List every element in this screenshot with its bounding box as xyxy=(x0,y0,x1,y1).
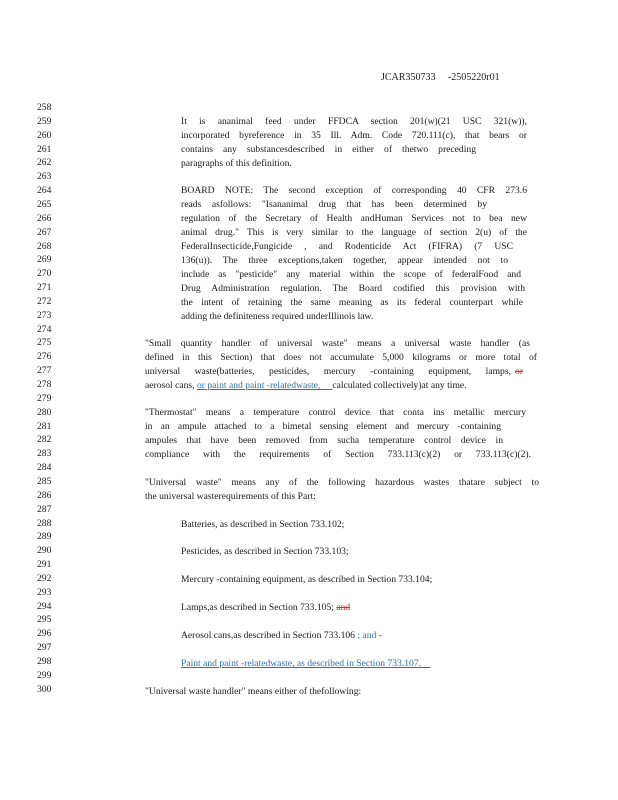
line-number: 276 xyxy=(37,351,52,363)
line-number: 260 xyxy=(37,129,52,141)
inserted-text: or paint and paint -relatedwaste, xyxy=(196,380,321,391)
line-number: 289 xyxy=(37,531,52,543)
text-line: It is ananimal feed under FFDCA section 201(w)(21 USC 321(w)), xyxy=(181,116,527,127)
text-line: animal drug." This is very similar to the language of section 2(u) of the xyxy=(181,227,527,238)
text-line: 136(u)). The three exceptions,taken together, appear intended not to xyxy=(181,255,508,266)
line-number: 296 xyxy=(37,628,52,640)
line-number: 268 xyxy=(37,240,52,252)
inserted-underline-gap xyxy=(320,380,332,391)
document-header: JCAR350733 -2505220r01 xyxy=(381,72,500,83)
line-number: 292 xyxy=(37,572,52,584)
text-line: include as "pesticide" any material within the scope of federalFood and xyxy=(181,269,521,280)
line-number: 261 xyxy=(37,143,52,155)
deleted-text: or xyxy=(515,366,523,377)
list-item xyxy=(181,603,350,613)
line-number: 284 xyxy=(37,462,52,474)
text-line xyxy=(145,381,467,391)
line-number: 274 xyxy=(37,323,52,335)
list-item: Pesticides, as described in Section 733.103; xyxy=(181,546,349,557)
text-line: ampules that have been removed from sucha temperature control device in xyxy=(145,435,503,446)
line-number: 297 xyxy=(37,642,52,654)
line-number: 277 xyxy=(37,365,52,377)
text-line: adding the definiteness required underIllinois law. xyxy=(181,311,374,322)
text-line: FederalInsecticide,Fungicide , and Rodenticide Act (FIFRA) (7 USC xyxy=(181,241,513,252)
line-number: 266 xyxy=(37,212,52,224)
line-number: 258 xyxy=(37,102,52,113)
list-item xyxy=(181,659,431,669)
line-number: 275 xyxy=(37,337,52,349)
text-segment: - xyxy=(378,630,382,641)
line-number: 295 xyxy=(37,614,52,626)
text-line: "Universal waste" means any of the following hazardous wastes thatare subject to xyxy=(145,477,539,488)
text-line: defined in this Section) that does not accumulate 5,000 kilograms or more total of xyxy=(145,352,537,363)
line-number: 293 xyxy=(37,586,52,598)
line-number: 285 xyxy=(37,475,52,487)
line-number: 265 xyxy=(37,198,52,210)
list-item xyxy=(181,631,382,641)
paragraph-universal-waste-handler: "Universal waste handler" means either of thefollowing: xyxy=(145,686,362,697)
text-line: contains any substancesdescribed in either of thetwo preceding xyxy=(181,144,476,155)
text-line: incorporated byreference in 35 Ill. Adm. Code 720.111(c), that bears or xyxy=(181,130,527,141)
line-number: 294 xyxy=(37,600,52,612)
text-segment: calculated collectively)at any time. xyxy=(332,380,467,391)
inserted-text: Paint and paint -relatedwaste, as described in Section 733.107. xyxy=(181,658,422,669)
line-number: 263 xyxy=(37,171,52,183)
text-line: the intent of retaining the same meaning as its federal counterpart while xyxy=(181,297,523,308)
line-number: 291 xyxy=(37,559,52,571)
line-number: 299 xyxy=(37,669,52,681)
line-number: 273 xyxy=(37,309,52,321)
text-line: Drug Administration regulation. The Board codified this provision with xyxy=(181,283,525,294)
text-line: paragraphs of this definition. xyxy=(181,158,292,169)
inserted-underline-gap xyxy=(421,658,431,669)
line-number: 298 xyxy=(37,656,52,667)
list-item: Batteries, as described in Section 733.102; xyxy=(181,519,345,530)
text-segment: Aerosol cans,as described in Section 733.106 xyxy=(181,630,355,641)
text-line: regulation of the Secretary of Health andHuman Services not to bea new xyxy=(181,213,527,224)
line-number: 290 xyxy=(37,545,52,557)
text-line: "Small quantity handler of universal waste" means a universal waste handler (as xyxy=(145,338,530,349)
line-number: 269 xyxy=(37,254,52,266)
line-number: 278 xyxy=(37,379,52,390)
text-line: BOARD NOTE: The second exception of corresponding 40 CFR 273.6 xyxy=(181,185,527,196)
text-line: "Thermostat" means a temperature control device that conta ins metallic mercury xyxy=(145,407,526,418)
text-segment: Lamps,as described in Section 733.105; xyxy=(181,602,334,613)
line-number: 264 xyxy=(37,185,52,197)
line-number: 259 xyxy=(37,115,52,127)
line-number: 272 xyxy=(37,295,52,307)
deleted-text: and xyxy=(336,602,351,613)
text-line: universal waste(batteries, pesticides, mercury -containing equipment, lamps, xyxy=(145,366,511,377)
line-number: 262 xyxy=(37,157,52,169)
line-number: 282 xyxy=(37,434,52,446)
line-number: 300 xyxy=(37,683,52,695)
text-segment: aerosol cans, xyxy=(145,380,195,391)
line-number: 267 xyxy=(37,226,52,238)
list-item: Mercury -containing equipment, as described in Section 733.104; xyxy=(181,574,433,585)
line-number: 286 xyxy=(37,489,52,501)
line-number: 271 xyxy=(37,282,52,294)
line-number: 283 xyxy=(37,448,52,460)
text-line: reads asfollows: "Isananimal drug that has been determined by xyxy=(181,199,487,210)
text-line: the universal wasterequirements of this Part: xyxy=(145,491,316,502)
line-number: 281 xyxy=(37,420,52,432)
text-line: compliance with the requirements of Section 733.113(c)(2) or 733.113(c)(2). xyxy=(145,449,531,460)
line-number: 270 xyxy=(37,268,52,280)
text-line: in an ampule attached to a bimetal sensing element and mercury -containing xyxy=(145,421,501,432)
line-number: 288 xyxy=(37,517,52,529)
line-number: 279 xyxy=(37,392,52,404)
line-number: 287 xyxy=(37,503,52,515)
line-number: 280 xyxy=(37,406,52,418)
inserted-text: ; and xyxy=(357,630,377,641)
